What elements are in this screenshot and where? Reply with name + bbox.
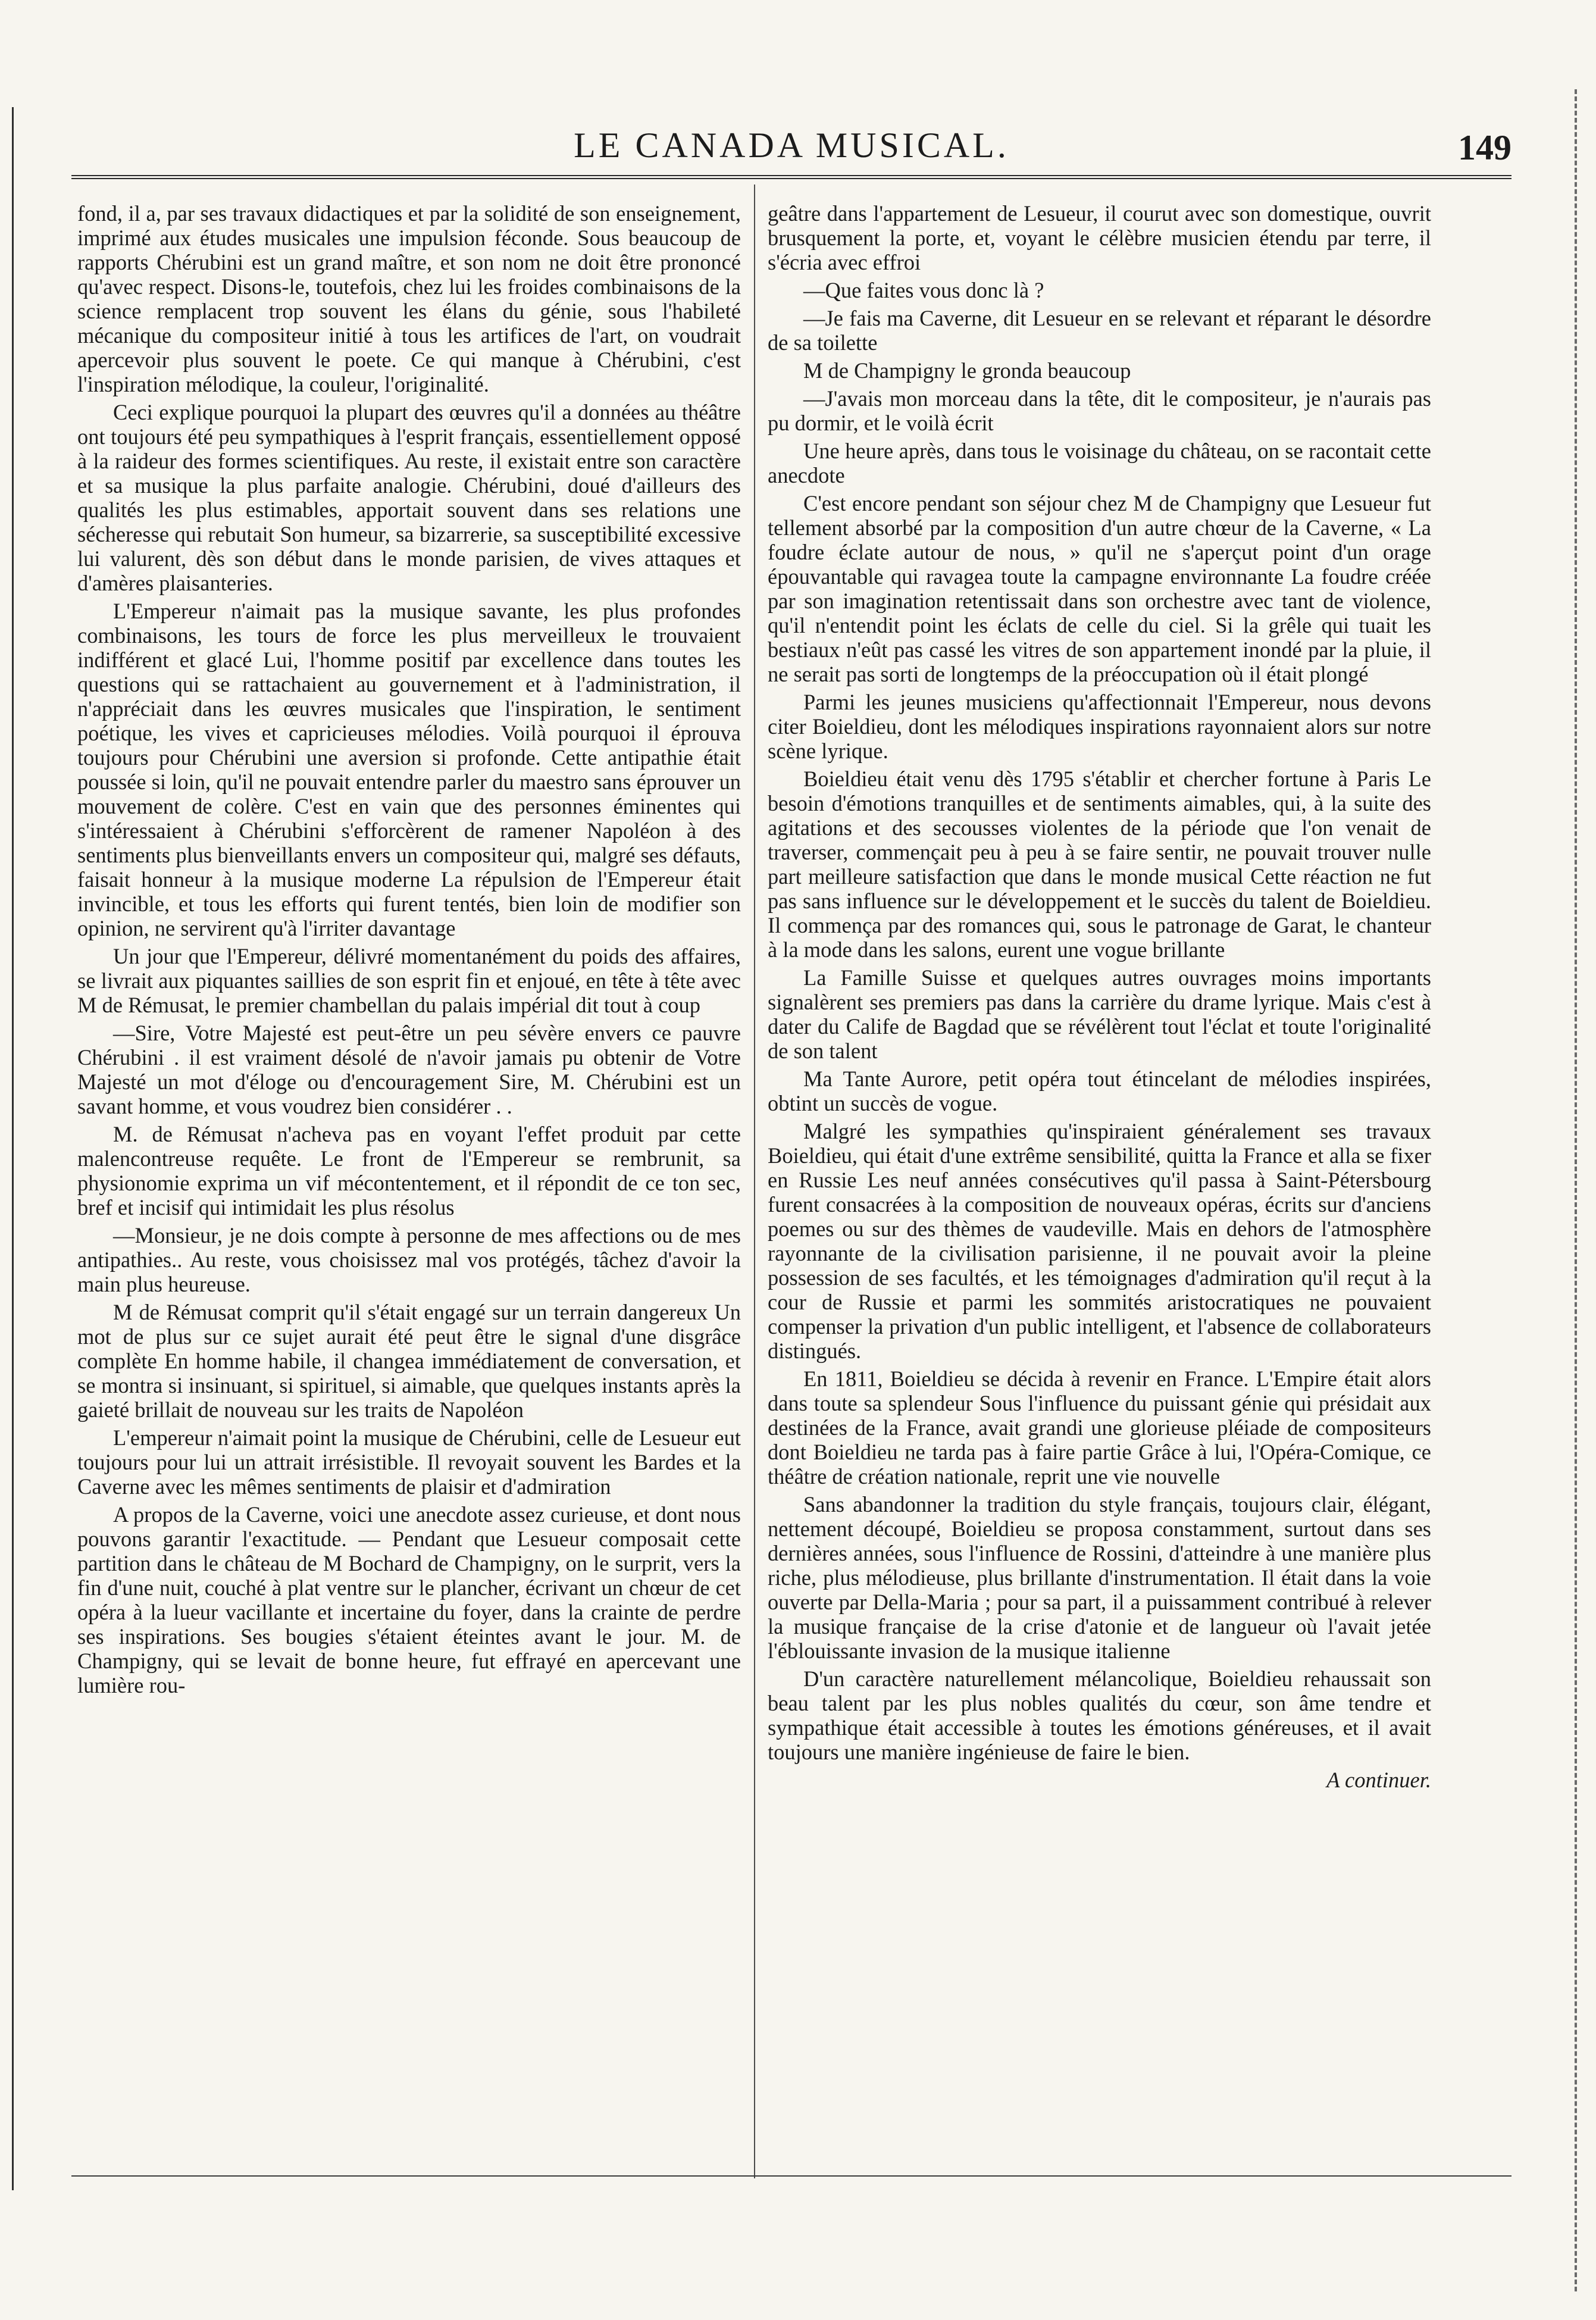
paragraph: L'Empereur n'aimait pas la musique savante, les plus profondes combinaisons, les tours de force les plus merveilleux le trouvaient indifférent et glacé Lui, l'homme positif par excellence dans toutes les questions qui se rattachaient au gouvernement et à l'administration, il n'appréciait dans les œuvres musicales que l'inspiration, le sentiment poétique, les vives et capricieuses mélodies. Voilà pourquoi il éprouva toujours pour Chérubini une aversion si profonde. Cette antipathie était poussée si loin, qu'il ne pouvait entendre parler du maestro sans éprouver un mouvement de colère. C'est en vain que des personnes éminentes qui s'intéressaient à Chérubini s'efforcèrent de ramener Napoléon à des sentiments plus bienveillants envers un compositeur qui, malgré ses défauts, faisait honneur à la musique moderne La répulsion de l'Empereur était invincible, et tous les efforts qui furent tentés, bien loin de modifier son opinion, ne servirent qu'à l'irriter davantage: [77, 599, 741, 940]
paragraph: Sans abandonner la tradition du style français, toujours clair, élégant, nettement découpé, Boieldieu se proposa constamment, surtout dans ses dernières années, sous l'influence de Rossini, d'atteindre à une manière plus riche, plus mélodieuse, plus brillante d'instrumentation. Il était dans la voie ouverte par Della-Maria ; pour sa part, il a puissamment contribué à relever la musique française de la crise d'atonie et de langueur où l'avait jetée l'éblouissante invasion de la musique italienne: [768, 1492, 1431, 1663]
paragraph: Un jour que l'Empereur, délivré momentanément du poids des affaires, se livrait aux piquantes saillies de son esprit fin et enjoué, en tête à tête avec M de Rémusat, le premier chambellan du palais impérial dit tout à coup: [77, 944, 741, 1017]
paragraph: —J'avais mon morceau dans la tête, dit le compositeur, je n'aurais pas pu dormir, et le voilà écrit: [768, 386, 1431, 435]
paragraph: En 1811, Boieldieu se décida à revenir en France. L'Empire était alors dans toute sa splendeur Sous l'influence du puissant génie qui présidait aux destinées de la France, avait grandi une glorieuse pléiade de compositeurs dont Boieldieu ne tarda pas à faire partie Grâce à lui, l'Opéra-Comique, ce théâtre de création nationale, reprit une vie nouvelle: [768, 1367, 1431, 1489]
continued-signoff: A continuer.: [1326, 1768, 1431, 1792]
paragraph: Boieldieu était venu dès 1795 s'établir et chercher fortune à Paris Le besoin d'émotions tranquilles et de sentiments aimables, qui, à la suite des agitations et des secousses violentes de la période que l'on venait de traverser, commençait peu à peu à se faire sentir, ne pouvait trouver nulle part meilleure satisfaction que dans le monde musical Cette réaction ne fut pas sans influence sur le développement et le succès du talent de Boieldieu. Il commença par des romances qui, sous le patronage de Garat, le chanteur à la mode dans les salons, eurent une vogue brillante: [768, 767, 1431, 962]
paragraph: Une heure après, dans tous le voisinage du château, on se racontait cette anecdote: [768, 439, 1431, 487]
page-torn-edge: [1575, 89, 1577, 2291]
paragraph: —Sire, Votre Majesté est peut-être un peu sévère envers ce pauvre Chérubini . il est vraiment désolé de n'avoir jamais pu obtenir de Votre Majesté un mot d'éloge ou d'encouragement Sire, M. Chérubini est un savant homme, et vous voudrez bien considérer . .: [77, 1021, 741, 1118]
paragraph: C'est encore pendant son séjour chez M de Champigny que Lesueur fut tellement absorbé par la composition d'un autre chœur de la Caverne, « La foudre éclate autour de nous, » qu'il ne s'aperçut point d'un orage épouvantable qui ravagea toute la campagne environnante La foudre créée par son imagination retentissait dans son orchestre avec tant de violence, qu'il n'entendit point les éclats de celle du ciel. Si la grêle qui tuait les bestiaux n'eût pas cassé les vitres de son appartement inondé par la pluie, il ne serait pas sorti de longtemps de la préoccupation où il était plongé: [768, 491, 1431, 686]
paragraph: A propos de la Caverne, voici une anecdote assez curieuse, et dont nous pouvons garantir l'exactitude. — Pendant que Lesueur composait cette partition dans le château de M Bochard de Champigny, on le surprit, vers la fin d'une nuit, couché à plat ventre sur le plancher, écrivant un chœur de cet opéra à la lueur vacillante et incertaine du foyer, dans la crainte de perdre ses inspirations. Ses bougies s'étaient éteintes avant le jour. M. de Champigny, qui se levait de bonne heure, fut effrayé en apercevant une lumière rou-: [77, 1502, 741, 1697]
paragraph: D'un caractère naturellement mélancolique, Boieldieu rehaussait son beau talent par les plus nobles qualités du cœur, son âme tendre et sympathique était accessible à toutes les émotions généreuses, et il avait toujours une manière ingénieuse de faire le bien.: [768, 1666, 1431, 1764]
paragraph: fond, il a, par ses travaux didactiques et par la solidité de son enseignement, imprimé aux études musicales une impulsion féconde. Sous beaucoup de rapports Chérubini est un grand maître, et son nom ne doit être prononcé qu'avec respect. Disons-le, toutefois, chez lui les froides combinaisons de la science remplacent trop souvent les élans du génie, sous l'habileté mécanique du compositeur initié à tous les artifices de l'art, on voudrait apercevoir plus souvent le poete. Ce qui manque à Chérubini, c'est l'inspiration mélodique, la couleur, l'originalité.: [77, 201, 741, 396]
page-header: [71, 119, 1511, 173]
paragraph: L'empereur n'aimait point la musique de Chérubini, celle de Lesueur eut toujours pour lui un attrait irrésistible. Il revoyait souvent les Bardes et la Caverne avec les mêmes sentiments de plaisir et d'admiration: [77, 1425, 741, 1499]
paragraph: geâtre dans l'appartement de Lesueur, il courut avec son domestique, ouvrit brusquement la porte, et, voyant le célèbre musicien étendu par terre, il s'écria avec effroi: [768, 201, 1431, 274]
paragraph: Malgré les sympathies qu'inspiraient généralement ses travaux Boieldieu, qui était d'une extrême sensibilité, quitta la France et alla se fixer en Russie Les neuf années consécutives qu'il passa à Saint-Pétersbourg furent consacrées à la composition de nouveaux opéras, écrits sur d'anciens poemes ou sur des thèmes de vaudeville. Mais en dehors de l'atmosphère rayonnante de la civilisation parisienne, il ne pouvait avoir la pleine possession de ses facultés, et les témoignages d'admiration qu'il reçut à la cour de Russie et parmi les sommités aristocratiques ne pouvaient compenser la privation d'un public intelligent, et l'absence de collaborateurs distingués.: [768, 1119, 1431, 1363]
paragraph: M. de Rémusat n'acheva pas en voyant l'effet produit par cette malencontreuse requête. Le front de l'Empereur se rembrunit, sa physionomie exprima un vif mécontentement, et il répondit de ce ton sec, bref et incisif qui intimidait les plus résolus: [77, 1122, 741, 1220]
column-divider: [754, 185, 755, 2178]
paragraph: M de Rémusat comprit qu'il s'était engagé sur un terrain dangereux Un mot de plus sur ce sujet aurait été peut être le signal d'une disgrâce complète En homme habile, il changea immédiatement de conversation, et se montra si insinuant, si spirituel, si aimable, que quelques instants après la gaieté brillait de nouveau sur les traits de Napoléon: [77, 1300, 741, 1422]
left-column: [77, 201, 741, 2165]
page-binding-edge: [12, 107, 14, 2190]
page-number: 149: [1458, 128, 1511, 167]
paragraph: —Je fais ma Caverne, dit Lesueur en se relevant et réparant le désordre de sa toilette: [768, 306, 1431, 355]
header-rule: [71, 175, 1511, 179]
paragraph: —Monsieur, je ne dois compte à personne de mes affections ou de mes antipathies.. Au reste, vous choisissez mal vos protégés, tâchez d'avoir la main plus heureuse.: [77, 1223, 741, 1296]
right-column: [768, 201, 1431, 2165]
footer-rule: [71, 2175, 1511, 2177]
paragraph: M de Champigny le gronda beaucoup: [803, 358, 1131, 383]
paragraph: Parmi les jeunes musiciens qu'affectionnait l'Empereur, nous devons citer Boieldieu, dont les mélodiques inspirations rayonnaient alors sur notre scène lyrique.: [768, 690, 1431, 763]
paragraph: La Famille Suisse et quelques autres ouvrages moins importants signalèrent ses premiers pas dans la carrière du drame lyrique. Mais c'est à dater du Calife de Bagdad que se révélèrent tout l'éclat et toute l'originalité de son talent: [768, 965, 1431, 1063]
paragraph: Ceci explique pourquoi la plupart des œuvres qu'il a données au théâtre ont toujours été peu sympathiques à l'esprit français, essentiellement opposé à la raideur des formes scientifiques. Au reste, il existait entre son caractère et sa musique la plus parfaite analogie. Chérubini, doué d'ailleurs des qualités les plus estimables, apportait souvent dans ses relations une sécheresse qui rebutait Son humeur, sa bizarrerie, sa susceptibilité excessive lui valurent, dès son début dans le monde parisien, de vives attaques et d'amères plaisanteries.: [77, 400, 741, 595]
paragraph: Ma Tante Aurore, petit opéra tout étincelant de mélodies inspirées, obtint un succès de vogue.: [768, 1067, 1431, 1115]
paragraph: —Que faites vous donc là ?: [803, 278, 1044, 302]
running-title: LE CANADA MUSICAL.: [574, 126, 1009, 165]
